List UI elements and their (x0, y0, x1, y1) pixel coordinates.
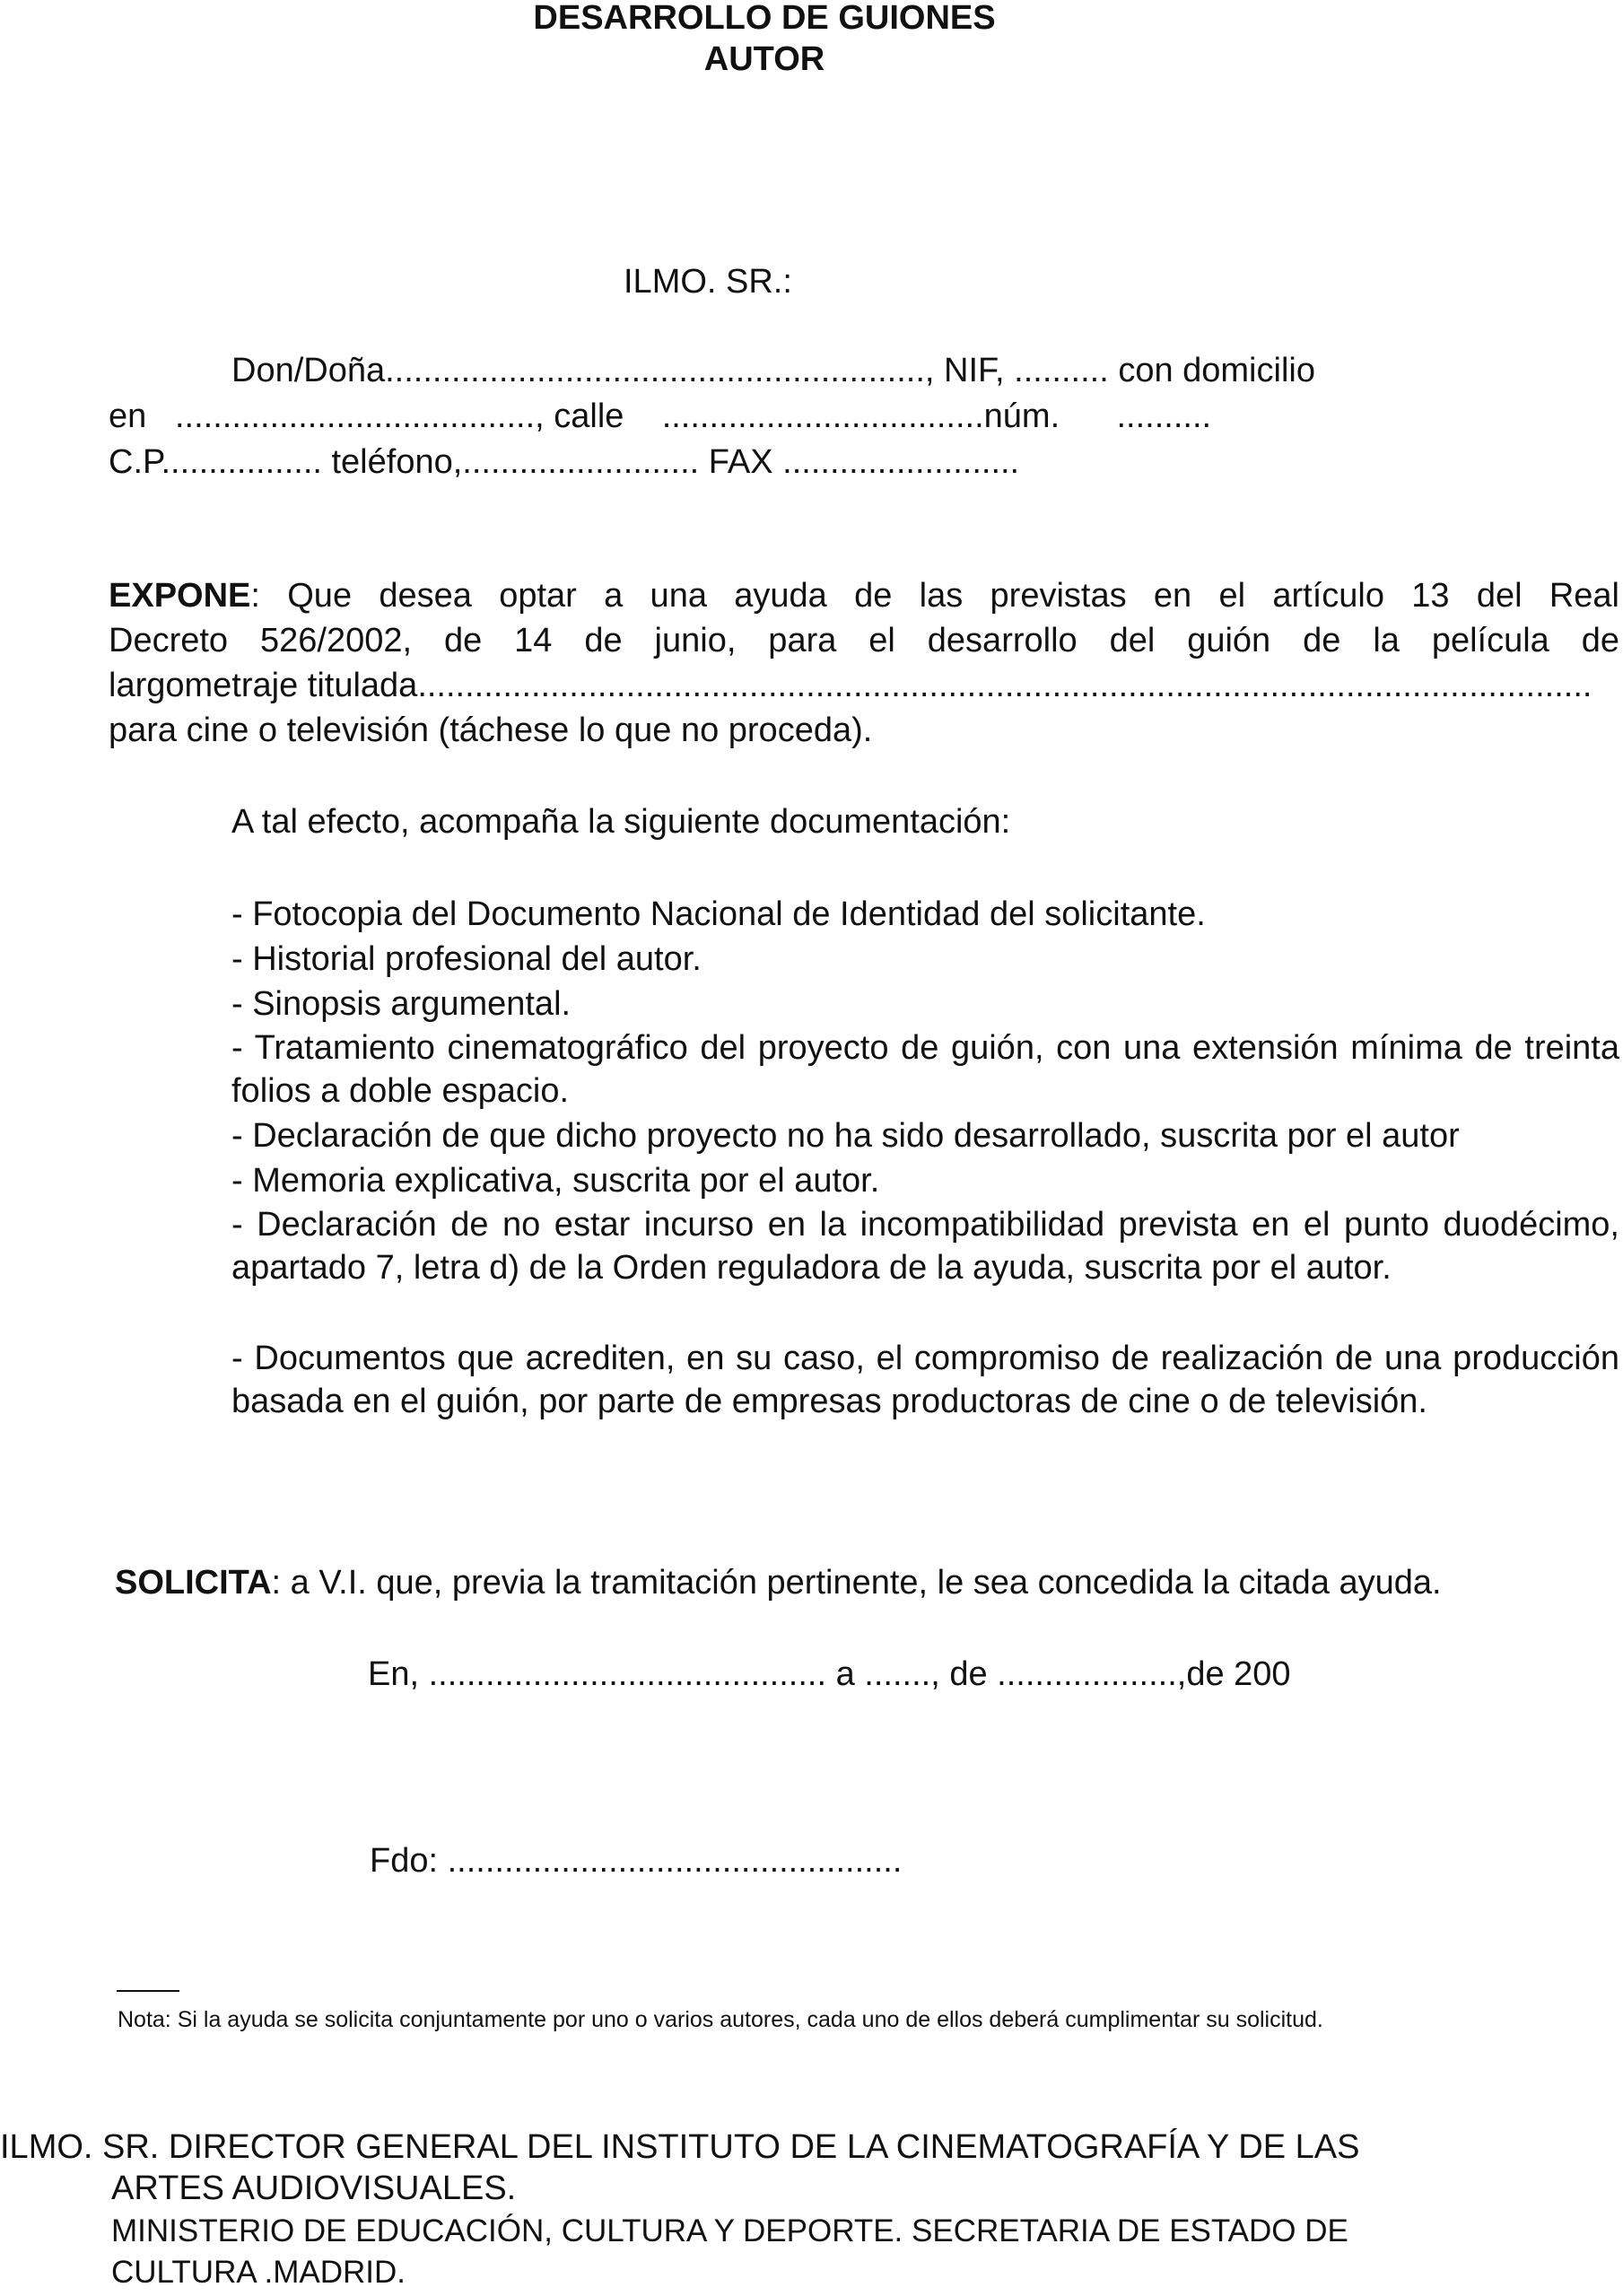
day-label: a (835, 1655, 855, 1693)
note-rule (117, 1990, 179, 1992)
list-item: - Documentos que acrediten, en su caso, el compromiso de realización de una producción basada en el guión, por parte de empresas productoras de cine o de televisión. (231, 1340, 1619, 1420)
expone-line-3 (109, 664, 1592, 707)
number-label: núm. (983, 397, 1060, 435)
solicita-line (115, 1561, 1442, 1604)
number-field[interactable]: .......... (1116, 397, 1212, 435)
expone-line-1 (109, 574, 1619, 617)
day-field[interactable]: ....... (864, 1655, 931, 1693)
title-line-2: AUTOR (703, 40, 825, 78)
phone-field[interactable]: ......................... (462, 443, 700, 481)
list-item: - Memoria explicativa, suscrita por el autor. (231, 1162, 880, 1200)
city-label: en (109, 397, 147, 435)
postal-code-field[interactable]: ................ (161, 443, 313, 481)
month-field[interactable]: ................... (997, 1655, 1177, 1693)
postal-code-label: C.P (109, 443, 161, 481)
domicilio-label: con domicilio (1118, 352, 1315, 389)
applicant-name-field[interactable]: ......................................................... (385, 352, 925, 389)
applicant-name-label: Don/Doña (231, 352, 386, 389)
note (118, 2006, 1323, 2033)
signature-field[interactable]: ................................................ (447, 1842, 903, 1880)
month-label: , de (930, 1655, 988, 1693)
ministry-line-2: CULTURA .MADRID. (111, 2255, 406, 2290)
addressee-line-2: ARTES AUDIOVISUALES. (111, 2169, 517, 2207)
signature-label: Fdo: (370, 1842, 439, 1880)
expone-line-2: Decreto 526/2002, de 14 de junio, para el desarrollo del guión de la película de (109, 622, 1619, 659)
ministry-line-1: MINISTERIO DE EDUCACIÓN, CULTURA Y DEPORTE. SECRETARIA DE ESTADO DE (111, 2213, 1348, 2248)
street-label: , calle (535, 397, 624, 435)
place-field[interactable]: .......................................... (428, 1655, 827, 1693)
list-item: - Tratamiento cinematográfico del proyecto de guión, con una extensión mínima de treinta folios a doble espacio. (231, 1029, 1619, 1110)
film-title-field[interactable]: ............................................................................................................................ (417, 667, 1592, 704)
document-title (450, 0, 1078, 77)
nif-field[interactable]: .......... (1014, 352, 1109, 389)
list-item: - Declaración de no estar incurso en la incompatibilidad prevista en el punto duodécimo, apartado 7, letra d) de la Orden reguladora de la ayuda, suscrita por el autor. (231, 1206, 1619, 1287)
contact-line (109, 441, 1019, 484)
list-item: - Sinopsis argumental. (231, 985, 572, 1023)
solicita-text: : a V.I. que, previa la tramitación pertinente, le sea concedida la citada ayuda. (271, 1564, 1442, 1602)
year-label: ,de 200 (1176, 1655, 1291, 1693)
fax-label: FAX (708, 443, 773, 481)
street-field[interactable]: .................................. (661, 397, 984, 435)
expone-line-4: para cine o televisión (táchese lo que no proceda). (109, 711, 873, 749)
nif-label: , NIF, (924, 352, 1005, 389)
address-line (109, 395, 1211, 438)
city-field[interactable]: ...................................... (174, 397, 536, 435)
list-item: - Declaración de que dicho proyecto no ha sido desarrollado, suscrita por el autor (231, 1117, 1460, 1155)
phone-label: . teléfono, (312, 443, 463, 481)
note-label: Nota: (118, 2007, 171, 2032)
solicita-label: SOLICITA (115, 1564, 272, 1602)
list-item: - Fotocopia del Documento Nacional de Identidad del solicitante. (231, 895, 1206, 933)
note-text: Si la ayuda se solicita conjuntamente por uno o varios autores, cada uno de ellos deberá cumplimentar su solicitud. (170, 2007, 1323, 2032)
title-line-1: DESARROLLO DE GUIONES (533, 0, 996, 37)
documentation-intro: A tal efecto, acompaña la siguiente documentación: (231, 803, 1011, 841)
film-title-label: largometraje titulada (109, 667, 418, 704)
expone-text-1: : Que desea optar a una ayuda de las previstas en el artículo 13 del Real (250, 577, 1619, 615)
addressee-line-1: ILMO. SR. DIRECTOR GENERAL DEL INSTITUTO DE LA CINEMATOGRAFÍA Y DE LAS (0, 2128, 1360, 2166)
place-label: En, (368, 1655, 420, 1693)
expone-label: EXPONE (109, 577, 251, 615)
signature-line (370, 1839, 902, 1882)
date-line (368, 1653, 1291, 1696)
fax-field[interactable]: ......................... (782, 443, 1020, 481)
applicant-name-line (231, 349, 1315, 392)
list-item: - Historial profesional del autor. (231, 940, 702, 978)
salutation: ILMO. SR.: (624, 263, 792, 301)
